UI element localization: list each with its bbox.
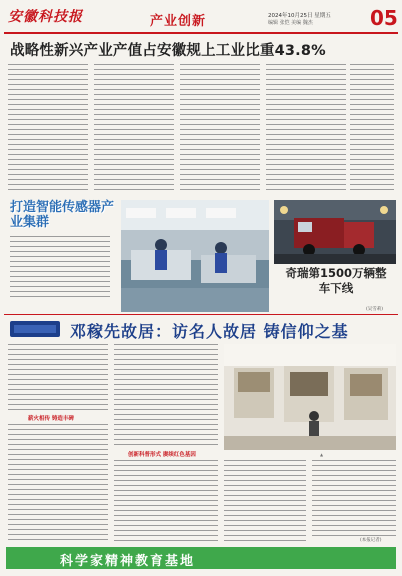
feature-headline: 邓稼先故居：访名人故居 铸信仰之基 <box>70 322 349 341</box>
lead-article-col-5 <box>350 64 394 196</box>
feature-col-2b <box>114 460 218 544</box>
page-number: 05 <box>370 6 398 30</box>
section-title: 产业创新 <box>150 14 207 29</box>
truck-photo <box>274 200 396 264</box>
feature-col-3 <box>224 460 306 544</box>
feature-decor-icon <box>10 319 60 339</box>
sensor-headline: 打造智能传感器产业集群 <box>10 200 115 230</box>
section-rule <box>4 314 398 315</box>
feature-col-4 <box>312 460 396 538</box>
editor-credits: 编辑 张恺 美编 魏杰 <box>268 20 313 26</box>
issue-date: 2024年10月25日 星期五 <box>268 13 331 19</box>
factory-photo <box>121 200 269 312</box>
lead-article-col-4 <box>266 64 346 196</box>
feature-subhead-2: 创新科普形式 赓续红色基因 <box>128 452 196 458</box>
feature-col-1b <box>8 424 108 544</box>
lead-article-col-2 <box>94 64 174 196</box>
feature-subhead-1: 薪火相传 铸造丰碑 <box>28 416 74 422</box>
feature-col-2 <box>114 344 218 448</box>
sensor-intro <box>10 236 110 302</box>
feature-byline: (本报记者) <box>360 538 382 543</box>
lead-headline: 战略性新兴产业产值占安徽规上工业比重43.8% <box>10 43 326 59</box>
truck-headline: 奇瑞第1500万辆整车下线 <box>285 266 387 295</box>
lead-article-col-1 <box>8 64 88 196</box>
museum-photo-caption: ▲ <box>320 452 324 457</box>
masthead-rule <box>4 32 398 34</box>
masthead <box>0 0 402 36</box>
newspaper-logo: 安徽科技报 <box>8 9 83 25</box>
education-banner-text: 科学家精神教育基地 <box>60 554 196 569</box>
museum-photo <box>224 344 396 450</box>
truck-byline: (吴雪莉) <box>366 307 384 312</box>
lead-article-col-3 <box>180 64 260 196</box>
